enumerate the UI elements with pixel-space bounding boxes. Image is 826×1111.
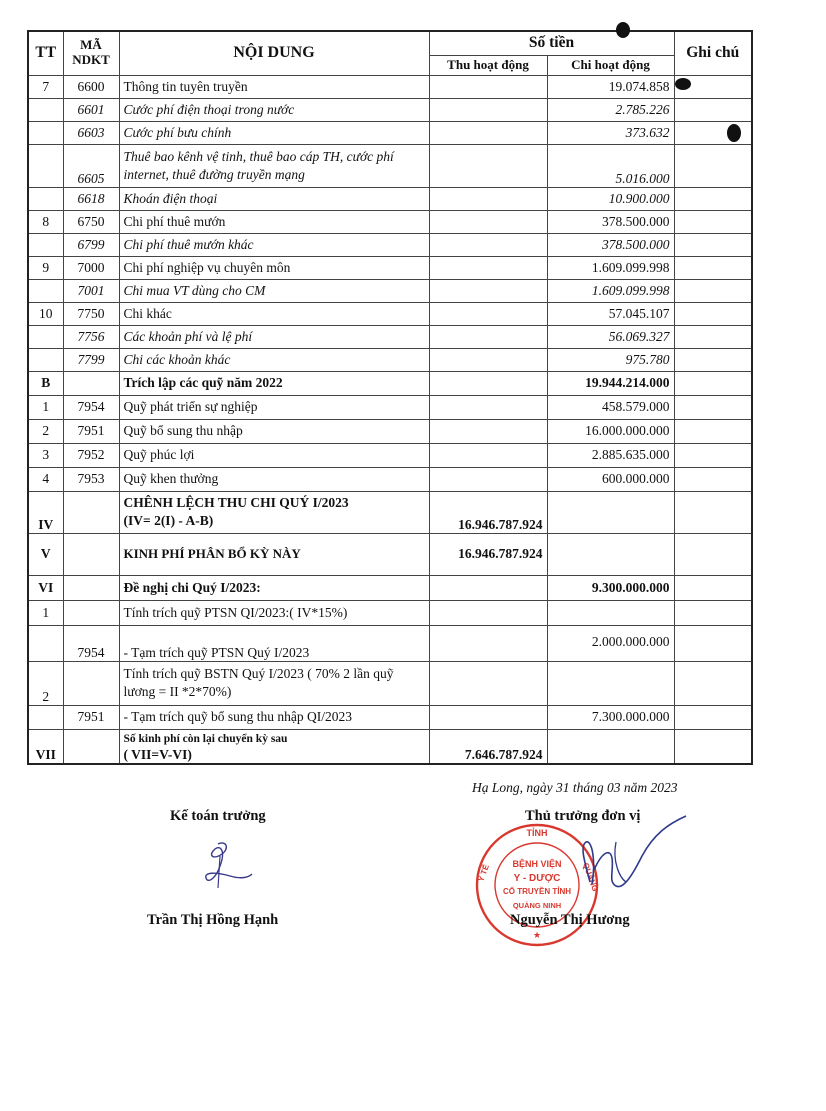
cell-tt — [28, 121, 63, 144]
cell-ma: 6605 — [63, 144, 119, 187]
table-row — [28, 443, 752, 467]
table-row — [28, 395, 752, 419]
cell-chi: 2.885.635.000 — [547, 443, 674, 467]
cell-ghi-chu — [674, 256, 752, 279]
chenh-lech-formula: (IV= 2(I) - A-B) — [123, 513, 214, 528]
cell-noi-dung: Chi các khoản khác — [119, 348, 429, 371]
cell-chi: 600.000.000 — [547, 467, 674, 491]
stamp-line-4: QUẢNG NINH — [512, 901, 562, 910]
cell-chi — [547, 661, 674, 705]
remaining-funds-title: Số kinh phí còn lại chuyển kỳ sau — [123, 733, 288, 746]
stamp-line-2: Y - DƯỢC — [513, 873, 561, 884]
cell-chi: 2.785.226 — [547, 98, 674, 121]
cell-tt — [28, 705, 63, 729]
cell-ghi-chu — [674, 233, 752, 256]
cell-ma: 7953 — [63, 467, 119, 491]
table-row — [28, 575, 752, 600]
cell-thu — [429, 575, 547, 600]
cell-thu — [429, 144, 547, 187]
cell-tt: 2 — [28, 419, 63, 443]
table-row — [28, 371, 752, 395]
cell-ma — [63, 533, 119, 575]
cell-ghi-chu — [674, 348, 752, 371]
table-row — [28, 187, 752, 210]
cell-ghi-chu — [674, 600, 752, 625]
table-row — [28, 144, 752, 187]
cell-tt: 2 — [28, 661, 63, 705]
cell-chi — [547, 533, 674, 575]
cell-tt — [28, 348, 63, 371]
cell-thu — [429, 661, 547, 705]
header-chi-hoat-dong: Chi hoạt động — [547, 55, 674, 75]
ink-blot — [727, 124, 741, 142]
cell-ghi-chu — [674, 491, 752, 533]
cell-ghi-chu — [674, 210, 752, 233]
cell-chi: 1.609.099.998 — [547, 279, 674, 302]
cell-thu — [429, 600, 547, 625]
cell-ma: 7954 — [63, 395, 119, 419]
cell-ghi-chu — [674, 144, 752, 187]
cell-thu — [429, 75, 547, 98]
cell-ma — [63, 371, 119, 395]
cell-thu — [429, 279, 547, 302]
cell-thu — [429, 98, 547, 121]
ink-blot — [616, 22, 630, 38]
cell-thu — [429, 705, 547, 729]
cell-ghi-chu — [674, 279, 752, 302]
cell-thu: 16.946.787.924 — [429, 533, 547, 575]
cell-ma: 6799 — [63, 233, 119, 256]
cell-tt — [28, 233, 63, 256]
cell-chi: 16.000.000.000 — [547, 419, 674, 443]
cell-thu: 16.946.787.924 — [429, 491, 547, 533]
cell-tt: IV — [28, 491, 63, 533]
cell-tt: VII — [28, 729, 63, 764]
cell-noi-dung: Quỹ khen thưởng — [119, 467, 429, 491]
cell-thu — [429, 348, 547, 371]
header-noi-dung: NỘI DUNG — [119, 31, 429, 75]
table-row — [28, 705, 752, 729]
table-row — [28, 419, 752, 443]
budget-report-sheet — [27, 30, 753, 765]
cell-ma — [63, 600, 119, 625]
cell-tt — [28, 187, 63, 210]
cell-thu — [429, 210, 547, 233]
table-row — [28, 625, 752, 661]
cell-chi: 373.632 — [547, 121, 674, 144]
cell-tt: 1 — [28, 600, 63, 625]
cell-chi: 1.609.099.998 — [547, 256, 674, 279]
table-row — [28, 325, 752, 348]
cell-tt — [28, 325, 63, 348]
cell-noi-dung: KINH PHÍ PHÂN BỔ KỲ NÀY — [119, 533, 429, 575]
cell-ghi-chu — [674, 729, 752, 764]
cell-tt — [28, 98, 63, 121]
cell-noi-dung: Chi mua VT dùng cho CM — [119, 279, 429, 302]
table-row — [28, 75, 752, 98]
table-row — [28, 348, 752, 371]
ink-blot — [675, 78, 691, 90]
cell-tt — [28, 144, 63, 187]
cell-noi-dung: Các khoản phí và lệ phí — [119, 325, 429, 348]
chief-accountant-signature — [196, 838, 256, 894]
table-row — [28, 233, 752, 256]
cell-ma: 6618 — [63, 187, 119, 210]
director-name: Nguyễn Thị Hương — [510, 912, 630, 928]
remaining-funds-formula: ( VII=V-VI) — [123, 746, 192, 762]
cell-chi: 19.944.214.000 — [547, 371, 674, 395]
table-row — [28, 98, 752, 121]
cell-ghi-chu — [674, 302, 752, 325]
stamp-ring-top: TỈNH — [526, 828, 548, 838]
cell-thu — [429, 187, 547, 210]
cell-ma: 7000 — [63, 256, 119, 279]
cell-chi: 2.000.000.000 — [547, 625, 674, 661]
cell-chi: 458.579.000 — [547, 395, 674, 419]
cell-chi: 975.780 — [547, 348, 674, 371]
cell-thu — [429, 371, 547, 395]
stamp-ring-left: Y TẾ — [476, 863, 491, 883]
cell-chi: 5.016.000 — [547, 144, 674, 187]
stamp-line-3: CỔ TRUYỀN TỈNH — [503, 887, 571, 896]
cell-noi-dung: Chi phí thuê mướn khác — [119, 233, 429, 256]
budget-table — [27, 30, 753, 765]
cell-ghi-chu — [674, 187, 752, 210]
header-ghi-chu: Ghi chú — [674, 31, 752, 75]
cell-ma: 7799 — [63, 348, 119, 371]
cell-ghi-chu — [674, 443, 752, 467]
cell-thu — [429, 443, 547, 467]
cell-thu — [429, 395, 547, 419]
cell-ma: 7750 — [63, 302, 119, 325]
cell-ghi-chu — [674, 467, 752, 491]
cell-tt: 3 — [28, 443, 63, 467]
header-ndkt: NDKT — [72, 52, 110, 68]
cell-tt: 4 — [28, 467, 63, 491]
stamp-ring-right: QUẢNG — [581, 861, 600, 893]
cell-ma: 7951 — [63, 419, 119, 443]
cell-chi: 378.500.000 — [547, 233, 674, 256]
cell-noi-dung: Chi phí nghiệp vụ chuyên môn — [119, 256, 429, 279]
table-row — [28, 491, 752, 533]
cell-tt: 7 — [28, 75, 63, 98]
cell-ma — [63, 491, 119, 533]
cell-chi: 10.900.000 — [547, 187, 674, 210]
cell-tt: 9 — [28, 256, 63, 279]
cell-noi-dung: Quỹ phát triển sự nghiệp — [119, 395, 429, 419]
cell-ghi-chu — [674, 533, 752, 575]
cell-noi-dung: Chi phí thuê mướn — [119, 210, 429, 233]
cell-noi-dung: Chi khác — [119, 302, 429, 325]
cell-tt — [28, 279, 63, 302]
cell-noi-dung: Tính trích quỹ PTSN QI/2023:( IV*15%) — [119, 600, 429, 625]
cell-noi-dung: Khoán điện thoại — [119, 187, 429, 210]
cell-noi-dung: Quỹ phúc lợi — [119, 443, 429, 467]
cell-ma: 7951 — [63, 705, 119, 729]
cell-tt: V — [28, 533, 63, 575]
cell-ma: 6750 — [63, 210, 119, 233]
cell-ghi-chu — [674, 419, 752, 443]
chief-accountant-title: Kế toán trưởng — [170, 808, 266, 824]
cell-ma — [63, 575, 119, 600]
cell-tt: 8 — [28, 210, 63, 233]
cell-thu — [429, 121, 547, 144]
cell-noi-dung: Tính trích quỹ BSTN Quý I/2023 ( 70% 2 lần quỹ lương = II *2*70%) — [119, 661, 429, 705]
cell-noi-dung: - Tạm trích quỹ bổ sung thu nhập QI/2023 — [119, 705, 429, 729]
cell-tt: B — [28, 371, 63, 395]
cell-chi — [547, 729, 674, 764]
cell-chi — [547, 600, 674, 625]
cell-chi: 19.074.858 — [547, 75, 674, 98]
cell-noi-dung: - Tạm trích quỹ PTSN Quý I/2023 — [119, 625, 429, 661]
cell-ma: 6600 — [63, 75, 119, 98]
chief-accountant-name: Trần Thị Hồng Hạnh — [147, 912, 279, 928]
cell-noi-dung: Trích lập các quỹ năm 2022 — [119, 371, 429, 395]
cell-ma: 7001 — [63, 279, 119, 302]
cell-thu: 7.646.787.924 — [429, 729, 547, 764]
cell-thu — [429, 467, 547, 491]
cell-ma: 7954 — [63, 625, 119, 661]
cell-ghi-chu — [674, 575, 752, 600]
cell-noi-dung — [119, 491, 429, 533]
cell-chi — [547, 491, 674, 533]
cell-chi: 378.500.000 — [547, 210, 674, 233]
cell-ghi-chu — [674, 661, 752, 705]
header-thu-hoat-dong: Thu hoạt động — [429, 55, 547, 75]
cell-thu — [429, 625, 547, 661]
cell-noi-dung: Quỹ bổ sung thu nhập — [119, 419, 429, 443]
cell-tt: 1 — [28, 395, 63, 419]
stamp-star-icon: ★ — [532, 930, 542, 940]
table-row — [28, 729, 752, 764]
cell-ma — [63, 729, 119, 764]
cell-chi: 57.045.107 — [547, 302, 674, 325]
cell-ghi-chu — [674, 98, 752, 121]
header-tt: TT — [28, 31, 63, 75]
cell-ma: 7952 — [63, 443, 119, 467]
cell-ghi-chu — [674, 325, 752, 348]
cell-noi-dung: Thuê bao kênh vệ tinh, thuê bao cáp TH, cước phí internet, thuê đường truyền mạng — [119, 144, 429, 187]
table-row — [28, 121, 752, 144]
cell-tt — [28, 625, 63, 661]
cell-noi-dung: Cước phí điện thoại trong nước — [119, 98, 429, 121]
cell-ghi-chu — [674, 395, 752, 419]
cell-thu — [429, 302, 547, 325]
cell-ma — [63, 661, 119, 705]
director-signature — [550, 812, 690, 902]
table-row — [28, 302, 752, 325]
cell-tt: 10 — [28, 302, 63, 325]
table-row — [28, 661, 752, 705]
cell-noi-dung: Cước phí bưu chính — [119, 121, 429, 144]
cell-ma: 7756 — [63, 325, 119, 348]
cell-thu — [429, 256, 547, 279]
cell-thu — [429, 233, 547, 256]
cell-ghi-chu — [674, 371, 752, 395]
table-row — [28, 533, 752, 575]
header-ma: MÃ — [80, 37, 102, 53]
cell-thu — [429, 325, 547, 348]
cell-noi-dung: Đề nghị chi Quý I/2023: — [119, 575, 429, 600]
cell-thu — [429, 419, 547, 443]
cell-tt: VI — [28, 575, 63, 600]
cell-noi-dung — [119, 729, 429, 764]
cell-ma: 6603 — [63, 121, 119, 144]
table-row — [28, 210, 752, 233]
place-date: Hạ Long, ngày 31 tháng 03 năm 2023 — [472, 780, 678, 795]
cell-ghi-chu — [674, 705, 752, 729]
table-row — [28, 256, 752, 279]
table-row — [28, 600, 752, 625]
table-row — [28, 467, 752, 491]
chenh-lech-title: CHÊNH LỆCH THU CHI QUÝ I/2023 — [123, 495, 349, 511]
cell-chi: 7.300.000.000 — [547, 705, 674, 729]
cell-chi: 9.300.000.000 — [547, 575, 674, 600]
header-ma-ndkt — [63, 31, 119, 75]
cell-ma: 6601 — [63, 98, 119, 121]
cell-ghi-chu — [674, 625, 752, 661]
director-title: Thủ trưởng đơn vị — [525, 808, 641, 824]
header-so-tien: Số tiền — [429, 31, 674, 55]
cell-noi-dung: Thông tin tuyên truyền — [119, 75, 429, 98]
cell-chi: 56.069.327 — [547, 325, 674, 348]
table-row — [28, 279, 752, 302]
stamp-line-1: BỆNH VIỆN — [512, 859, 562, 869]
